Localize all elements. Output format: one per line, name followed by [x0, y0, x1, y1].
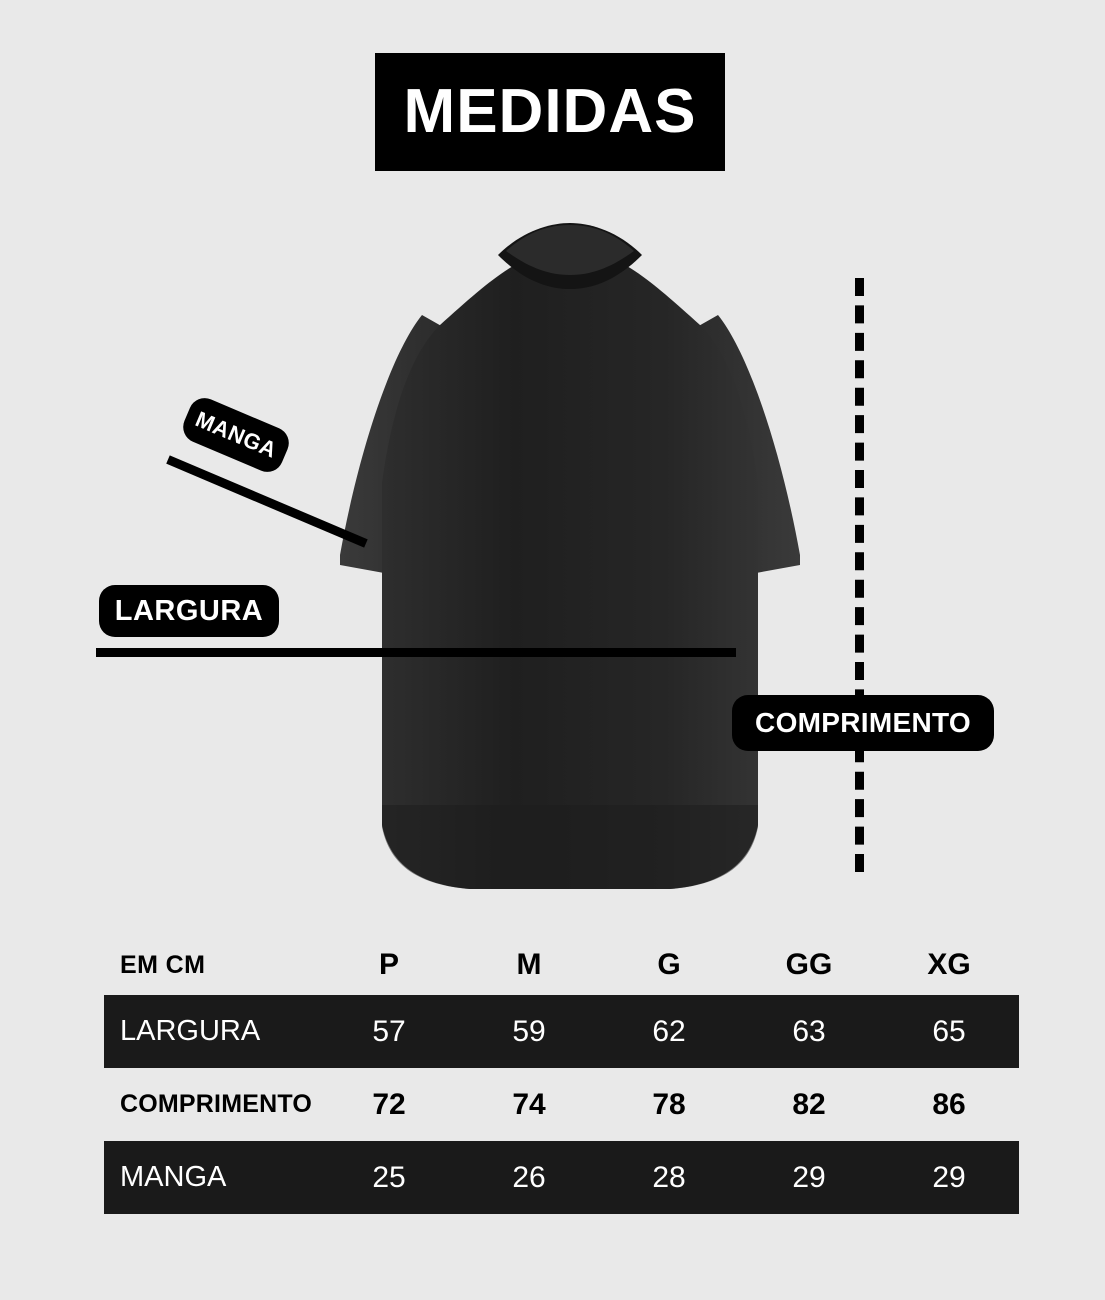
- largura-m: 59: [512, 1014, 546, 1048]
- largura-g: 62: [652, 1014, 686, 1048]
- tshirt-illustration: [250, 205, 890, 905]
- tshirt-icon: [250, 205, 890, 905]
- comprimento-xg: 86: [932, 1087, 966, 1121]
- table-header-size-m: M: [516, 948, 542, 981]
- comprimento-label: [732, 695, 994, 751]
- size-table: [104, 935, 1019, 1214]
- page-title: [375, 53, 725, 171]
- manga-gg: 29: [792, 1160, 826, 1194]
- comprimento-m: 74: [512, 1087, 546, 1121]
- largura-label: [99, 585, 279, 637]
- table-row: [104, 1068, 1019, 1141]
- row-label-largura: LARGURA: [120, 1015, 261, 1047]
- largura-gg: 63: [792, 1014, 826, 1048]
- comprimento-p: 72: [372, 1087, 406, 1121]
- manga-g: 28: [652, 1160, 686, 1194]
- manga-p: 25: [372, 1160, 406, 1194]
- comprimento-g: 78: [652, 1087, 686, 1121]
- table-header-size-p: P: [378, 948, 399, 981]
- largura-guide-line: [96, 648, 736, 657]
- table-header-label: EM CM: [120, 950, 206, 979]
- largura-p: 57: [372, 1014, 406, 1048]
- comprimento-gg: 82: [792, 1087, 826, 1121]
- table-row: [104, 995, 1019, 1068]
- table-header-size-g: G: [657, 948, 681, 981]
- comprimento-guide-line: [855, 278, 864, 872]
- row-label-comprimento: COMPRIMENTO: [120, 1090, 313, 1118]
- table-row: [104, 1141, 1019, 1214]
- comprimento-label-text: COMPRIMENTO: [755, 707, 971, 738]
- table-header-size-gg: GG: [785, 948, 833, 981]
- manga-xg: 29: [932, 1160, 966, 1194]
- row-label-manga: MANGA: [120, 1161, 227, 1193]
- page-title-text: MEDIDAS: [403, 77, 697, 146]
- largura-label-text: LARGURA: [114, 594, 264, 627]
- table-header-row: [104, 935, 1019, 995]
- table-header-size-xg: XG: [927, 948, 971, 981]
- manga-m: 26: [512, 1160, 546, 1194]
- manga-label-text: MANGA: [191, 406, 281, 463]
- largura-xg: 65: [932, 1014, 966, 1048]
